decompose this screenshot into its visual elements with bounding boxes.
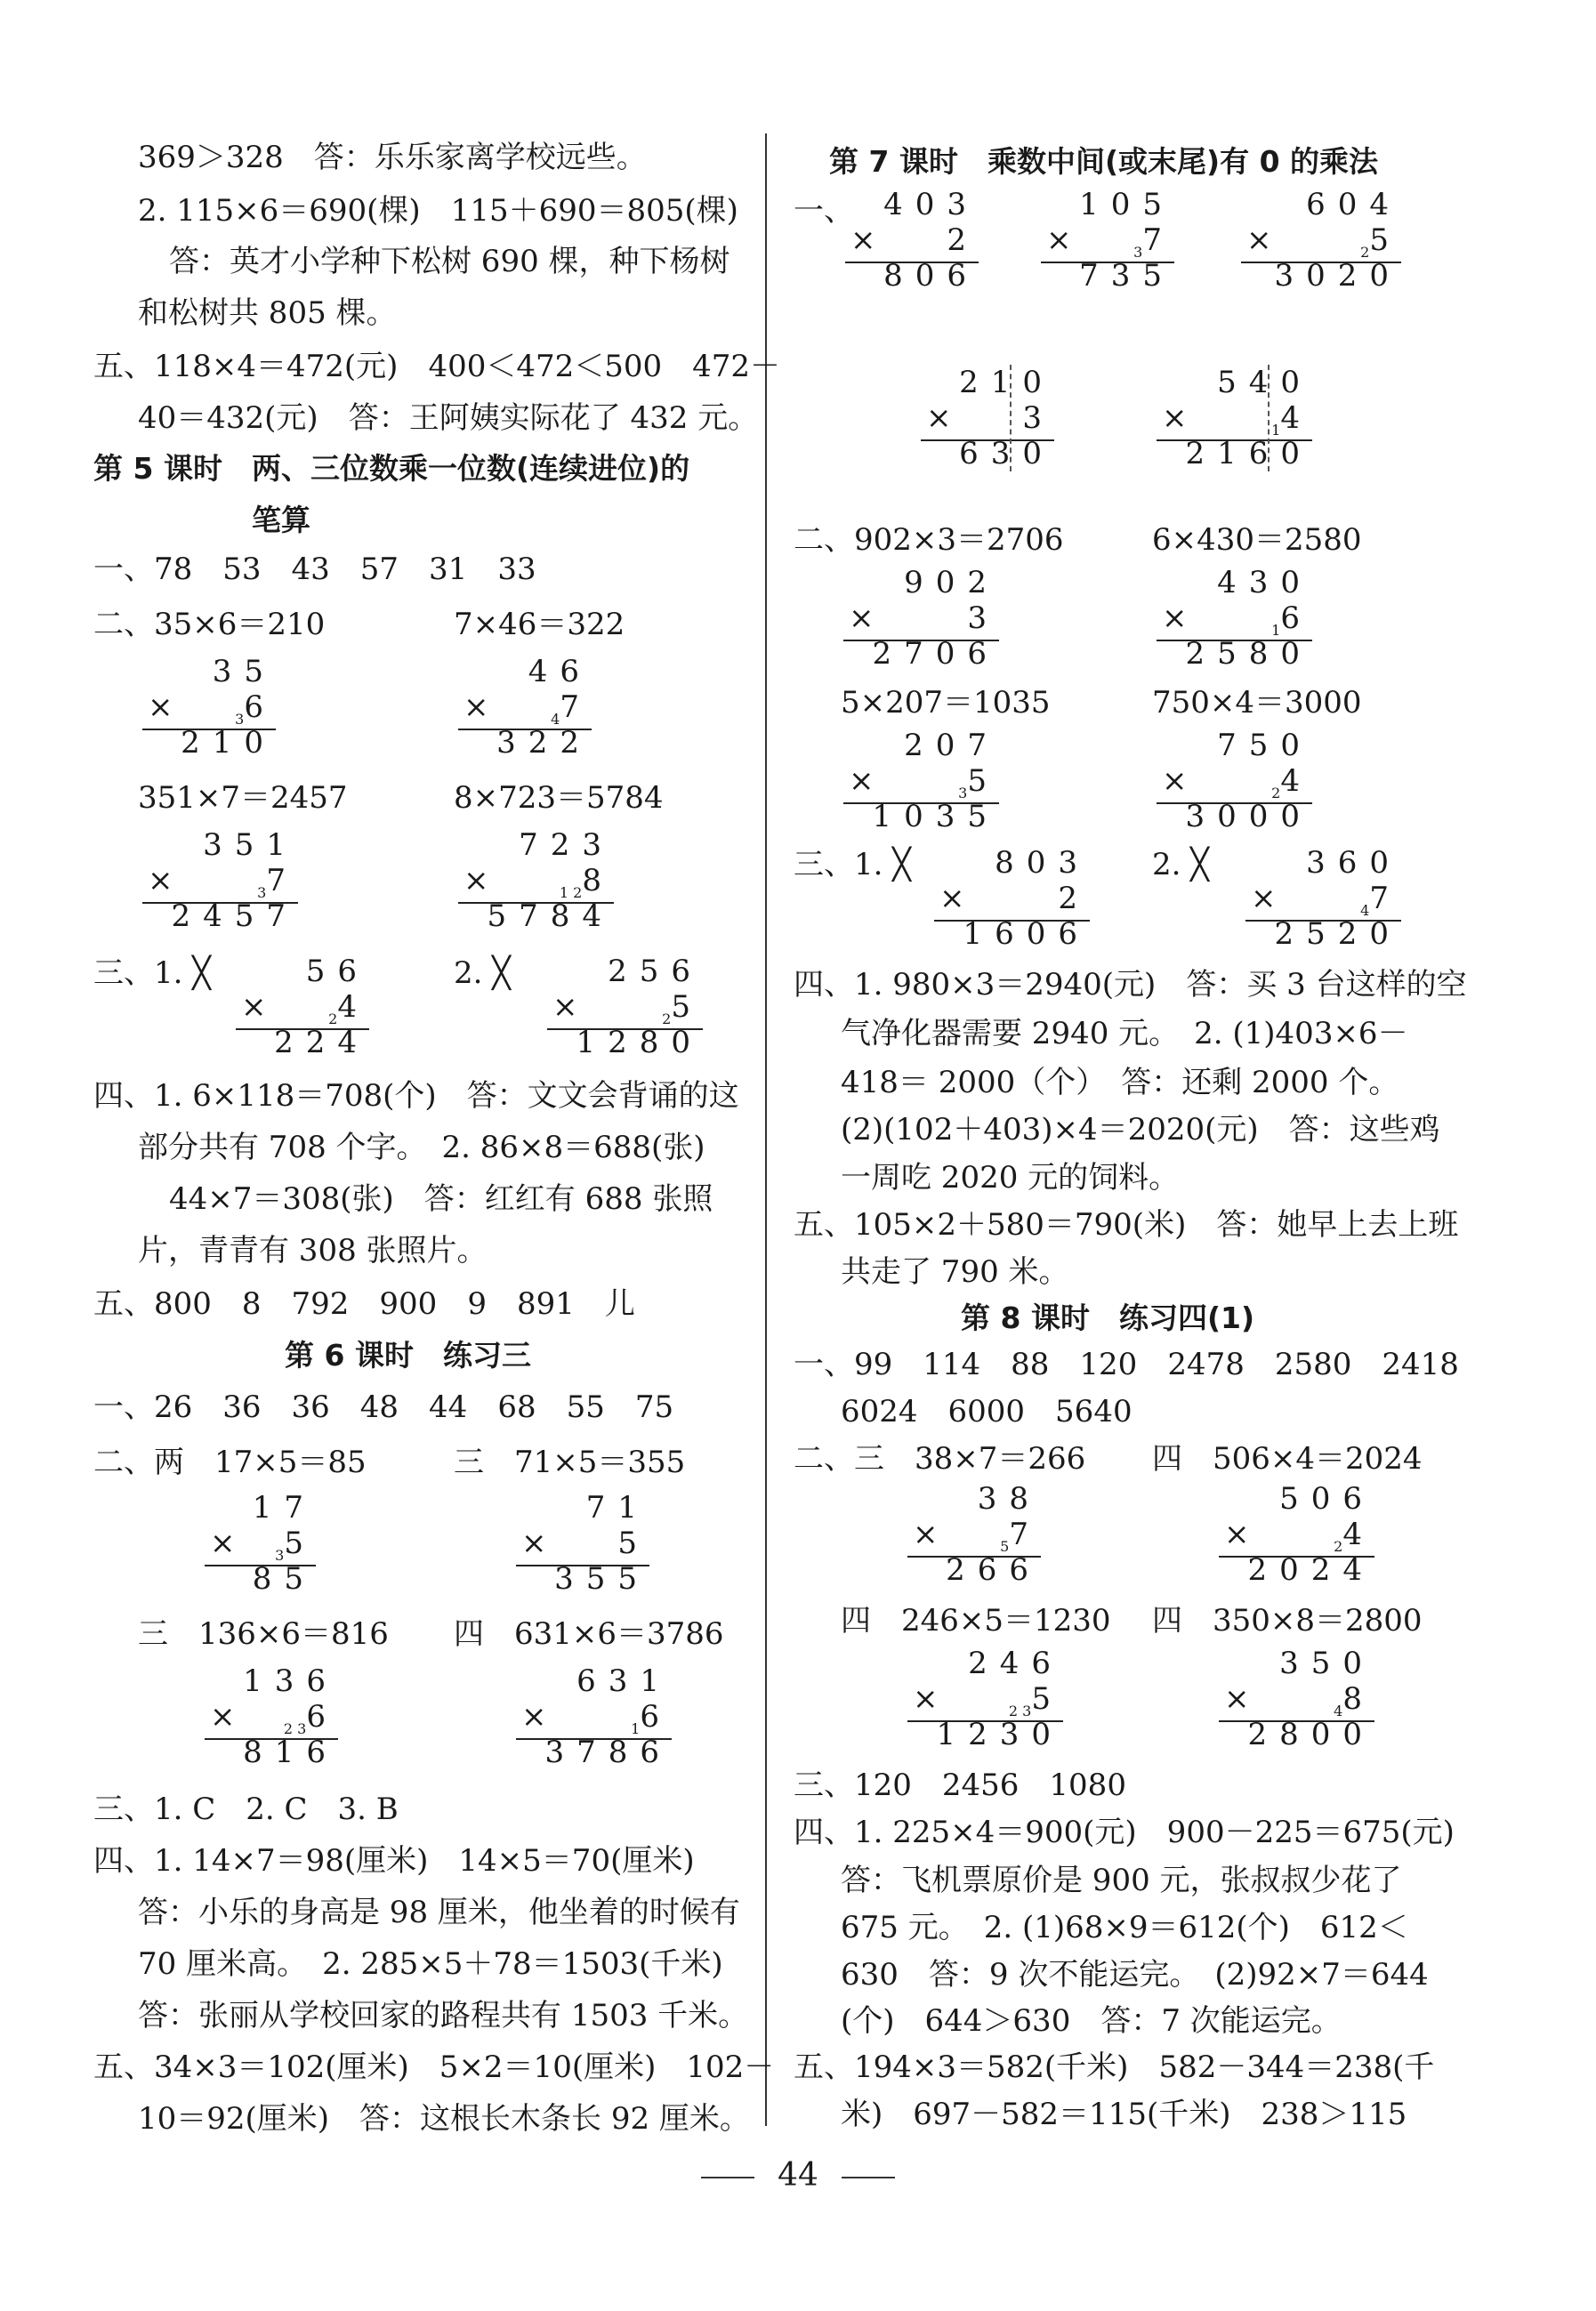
text-line: 675 元。 2. (1)68×9＝612(个) 612＜ (841, 1910, 1408, 1945)
text-line: 三、1. C 2. C 3. B (93, 1792, 399, 1827)
text-line: 369＞328 答：乐乐家离学校远些。 (138, 140, 647, 175)
text-line: 共走了 790 米。 (841, 1254, 1069, 1290)
text-line: 五、105×2＋580＝790(米) 答：她早上去上班 (794, 1207, 1459, 1243)
text-line: 五、800 8 792 900 9 891 儿 (93, 1286, 635, 1322)
text-line: 答：小乐的身高是 98 厘米，他坐着的时候有 (138, 1895, 740, 1930)
text-line: 四 246×5＝1230 (841, 1603, 1111, 1639)
text-line: 351×7＝2457 (138, 780, 348, 816)
text-line: 五、34×3＝102(厘米) 5×2＝10(厘米) 102－ (93, 2049, 775, 2085)
text-line: 8×723＝5784 (454, 780, 664, 816)
page-number-dash (701, 2177, 754, 2178)
text-line: 和松树共 805 棵。 (138, 295, 397, 331)
text-line: (个) 644＞630 答：7 次能运完。 (841, 2003, 1342, 2039)
text-line: 四 506×4＝2024 (1152, 1441, 1423, 1477)
text-line: 四 350×8＝2800 (1152, 1603, 1423, 1639)
text-line: 2. ╳ (1152, 847, 1209, 882)
text-line: 片，青青有 308 张照片。 (138, 1233, 488, 1268)
text-line: 630 答：9 次不能运完。 (2)92×7＝644 (841, 1957, 1429, 1993)
text-line: 三、120 2456 1080 (794, 1767, 1126, 1803)
text-line: 三、1. ╳ (794, 847, 911, 882)
vertical-multiplication: 351 × $_3$7 2457 (142, 827, 298, 934)
section-heading: 第 8 课时 练习四(1) (961, 1300, 1255, 1335)
text-line: 一、78 53 43 57 31 33 (93, 552, 536, 587)
column-divider (765, 133, 767, 2126)
vertical-multiplication: 46 × $_4$7 322 (458, 654, 592, 761)
vertical-multiplication: 207 × $_3$5 1035 (843, 728, 999, 834)
vertical-multiplication: 105 × $_3$7 735 (1041, 187, 1174, 294)
vertical-multiplication: 902 × 3 2706 (843, 565, 999, 672)
vertical-multiplication: 136 × $_{2 3}$6 816 (205, 1663, 338, 1770)
vertical-multiplication: 803 × 2 1606 (934, 845, 1090, 952)
text-line: 二、35×6＝210 (93, 607, 326, 642)
text-line: 四、1. 980×3＝2940(元) 答：买 3 台这样的空 (794, 967, 1467, 1003)
vertical-multiplication: 17 × $_3$5 85 (205, 1490, 316, 1597)
text-line: 四、1. 6×118＝708(个) 答：文文会背诵的这 (93, 1078, 739, 1114)
text-line: 答：张丽从学校回家的路程共有 1503 千米。 (138, 1998, 749, 2033)
text-line: 2. 115×6＝690(棵) 115＋690＝805(棵) (138, 193, 738, 229)
text-line: 五、118×4＝472(元) 400＜472＜500 472－ (93, 349, 781, 384)
vertical-multiplication: 350 × $_4$8 2800 (1219, 1646, 1374, 1752)
text-line: 40＝432(元) 答：王阿姨实际花了 432 元。 (138, 400, 759, 436)
text-line: 750×4＝3000 (1152, 685, 1362, 721)
text-line: 米) 697－582＝115(千米) 238＞115 (841, 2097, 1407, 2132)
text-line: 44×7＝308(张) 答：红红有 688 张照 (169, 1181, 713, 1217)
text-line: 二、三 38×7＝266 (794, 1441, 1086, 1477)
text-line: 2. ╳ (454, 955, 511, 991)
section-heading: 第 7 课时 乘数中间(或末尾)有 0 的乘法 (829, 144, 1379, 179)
text-line: 三、1. ╳ (93, 955, 211, 991)
vertical-multiplication: 256 × $_2$5 1280 (547, 954, 703, 1060)
page-number (0, 2157, 1596, 2194)
vertical-multiplication: 246 × $_{2 3}$5 1230 (907, 1646, 1063, 1752)
text-line: 四、1. 225×4＝900(元) 900－225＝675(元) (794, 1815, 1455, 1850)
text-line: 70 厘米高。 2. 285×5＋78＝1503(千米) (138, 1946, 723, 1982)
text-line: 五、194×3＝582(千米) 582－344＝238(千 (794, 2049, 1435, 2085)
vertical-multiplication: 604 × $_2$5 3020 (1241, 187, 1401, 294)
text-line: 418＝ 2000（个） 答：还剩 2000 个。 (841, 1065, 1399, 1100)
text-line: 二、两 17×5＝85 (93, 1445, 367, 1480)
vertical-multiplication: 750 × $_2$4 3000 (1157, 728, 1312, 834)
vertical-multiplication: 430 × $_1$6 2580 (1157, 565, 1312, 672)
vertical-multiplication: 71 × 5 355 (516, 1490, 649, 1597)
vertical-multiplication: 210 × 3 630 (921, 365, 1054, 471)
text-line: 6024 6000 5640 (841, 1394, 1133, 1429)
text-line: (2)(102＋403)×4＝2020(元) 答：这些鸡 (841, 1112, 1440, 1147)
vertical-multiplication: 506 × $_2$4 2024 (1219, 1481, 1374, 1588)
section-heading: 笔算 (252, 503, 310, 537)
text-line: 气净化器需要 2940 元。 2. (1)403×6－ (841, 1016, 1408, 1051)
text-line: 三 71×5＝355 (454, 1445, 686, 1480)
text-line: 一、26 36 36 48 44 68 55 75 (93, 1389, 674, 1425)
text-line: 一、 (794, 193, 854, 229)
vertical-multiplication: 56 × $_2$4 224 (236, 954, 369, 1060)
vertical-multiplication: 360 × $_4$7 2520 (1245, 845, 1401, 952)
vertical-multiplication: 38 × $_5$7 266 (907, 1481, 1041, 1588)
text-line: 答：英才小学种下松树 690 棵，种下杨树 (169, 244, 730, 279)
text-line: 一、99 114 88 120 2478 2580 2418 (794, 1347, 1459, 1382)
text-line: 7×46＝322 (454, 607, 625, 642)
text-line: 一周吃 2020 元的饲料。 (841, 1160, 1180, 1196)
text-line: 二、902×3＝2706 (794, 522, 1064, 558)
text-line: 四、1. 14×7＝98(厘米) 14×5＝70(厘米) (93, 1843, 695, 1879)
section-heading: 第 5 课时 两、三位数乘一位数(连续进位)的 (93, 451, 690, 486)
vertical-multiplication: 631 × $_1$6 3786 (516, 1663, 672, 1770)
vertical-multiplication: 403 × 2 806 (845, 187, 979, 294)
page-number-dash (842, 2177, 895, 2178)
text-line: 答：飞机票原价是 900 元，张叔叔少花了 (841, 1863, 1402, 1898)
vertical-multiplication: 540 × $_1$4 2160 (1157, 365, 1312, 471)
section-heading: 第 6 课时 练习三 (285, 1338, 531, 1373)
text-line: 5×207＝1035 (841, 685, 1051, 721)
text-line: 部分共有 708 个字。 2. 86×8＝688(张) (138, 1130, 705, 1165)
text-line: 三 136×6＝816 (138, 1616, 389, 1652)
page-number-value: 44 (778, 2157, 818, 2194)
vertical-multiplication: 723 × $_{1 2}$8 5784 (458, 827, 614, 934)
text-line: 10＝92(厘米) 答：这根长木条长 92 厘米。 (138, 2101, 750, 2137)
text-line: 6×430＝2580 (1152, 522, 1362, 558)
text-line: 四 631×6＝3786 (454, 1616, 724, 1652)
vertical-multiplication: 35 × $_3$6 210 (142, 654, 276, 761)
